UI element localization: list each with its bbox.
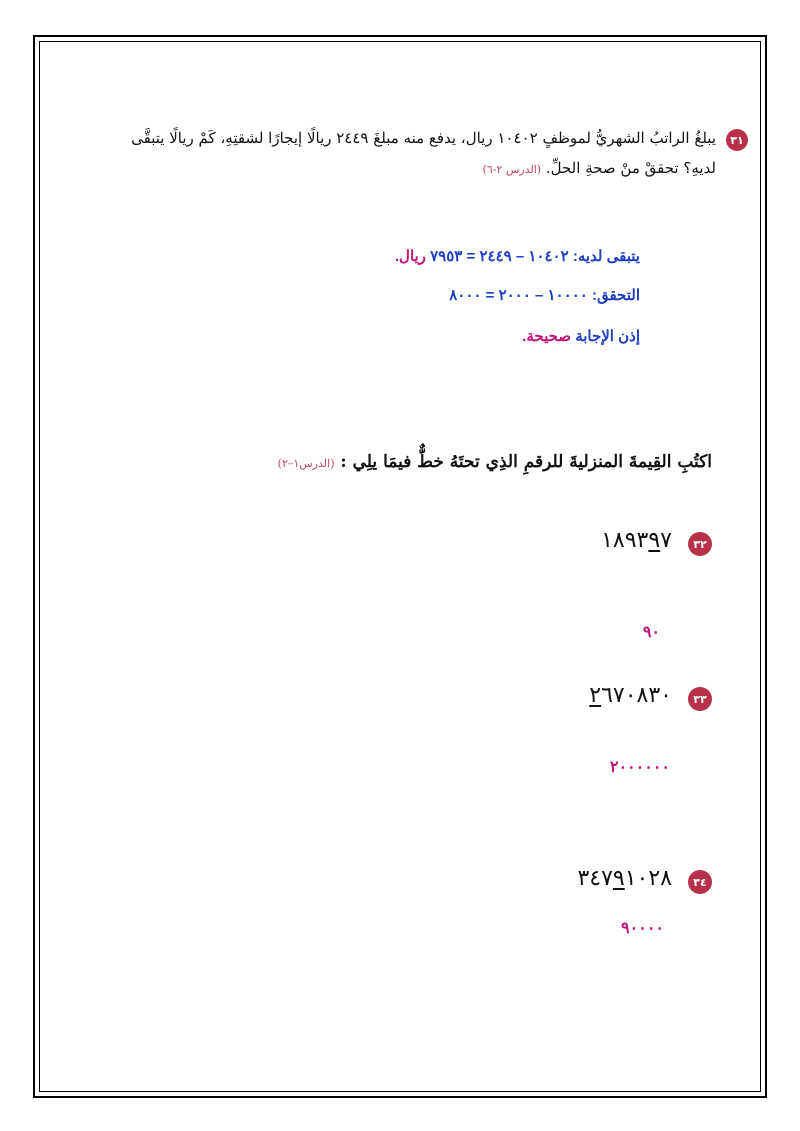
- digits-after: ١٠٢٨: [624, 866, 672, 891]
- item-answer: ٩٠٠٠٠: [621, 920, 664, 937]
- item-number: ٣٤: [693, 875, 707, 889]
- question-31-text: [96, 123, 716, 185]
- remaining-label: يتبقى لديه:: [572, 248, 640, 265]
- digits-before: ٣٤٧: [577, 866, 613, 891]
- item-number-value: [589, 683, 672, 708]
- question-number-badge: [726, 129, 748, 151]
- item-number-value: [601, 528, 672, 553]
- remaining-unit: ريال.: [394, 248, 426, 265]
- heading-lesson-reference: (الدرس١–٢): [277, 457, 335, 470]
- digits-after: ٧: [660, 528, 672, 553]
- item-number: ٣٣: [693, 692, 707, 706]
- answer-remaining: [395, 247, 640, 265]
- underlined-digit: ٩: [612, 866, 625, 891]
- digits-after: ٦٧٠٨٣٠: [601, 683, 672, 708]
- item-number-value: [577, 866, 672, 891]
- page-border: [33, 35, 767, 1098]
- section-heading: [278, 452, 712, 472]
- conclusion-prefix: إذن الإجابة: [575, 328, 640, 345]
- answer-conclusion: [522, 327, 640, 345]
- underlined-digit: ٢: [589, 683, 602, 708]
- item-number-badge: [688, 532, 712, 556]
- item-number-badge: [688, 870, 712, 894]
- item-number: ٣٢: [693, 537, 707, 551]
- underlined-digit: ٩: [648, 528, 661, 553]
- conclusion-word: صحيحة.: [522, 328, 572, 345]
- lesson-reference: (الدرس ٢-٦): [482, 163, 542, 176]
- question-number: ٣١: [730, 133, 744, 147]
- answer-check: [449, 286, 640, 304]
- item-answer: ٢٠٠٠٠٠٠: [609, 759, 670, 776]
- item-answer: ٩٠: [642, 624, 660, 641]
- question-text: يبلغُ الراتبُ الشهريُّ لموظفٍ ١٠٤٠٢ ريال، يدفع منه مبلغَ ٢٤٤٩ ريالًا إيجارًا لشقتِهِ، كَمْ ريالًا يتبقَّى لديهِ؟ تحققْ منْ صحةِ الحلِّ.: [131, 129, 716, 177]
- remaining-expression: ١٠٤٠٢ – ٢٤٤٩ = ٧٩٥٣: [430, 248, 569, 265]
- digits-before: ١٨٩٣: [601, 528, 649, 553]
- heading-text: اكتُبِ القِيمةَ المنزليةَ للرقمِ الذِي تحتَهُ خطٌّ فيمَا يلِي :: [340, 452, 712, 472]
- check-label: التحقق:: [591, 287, 640, 304]
- item-number-badge: [688, 687, 712, 711]
- check-expression: ١٠٠٠٠ – ٢٠٠٠ = ٨٠٠٠: [449, 287, 588, 304]
